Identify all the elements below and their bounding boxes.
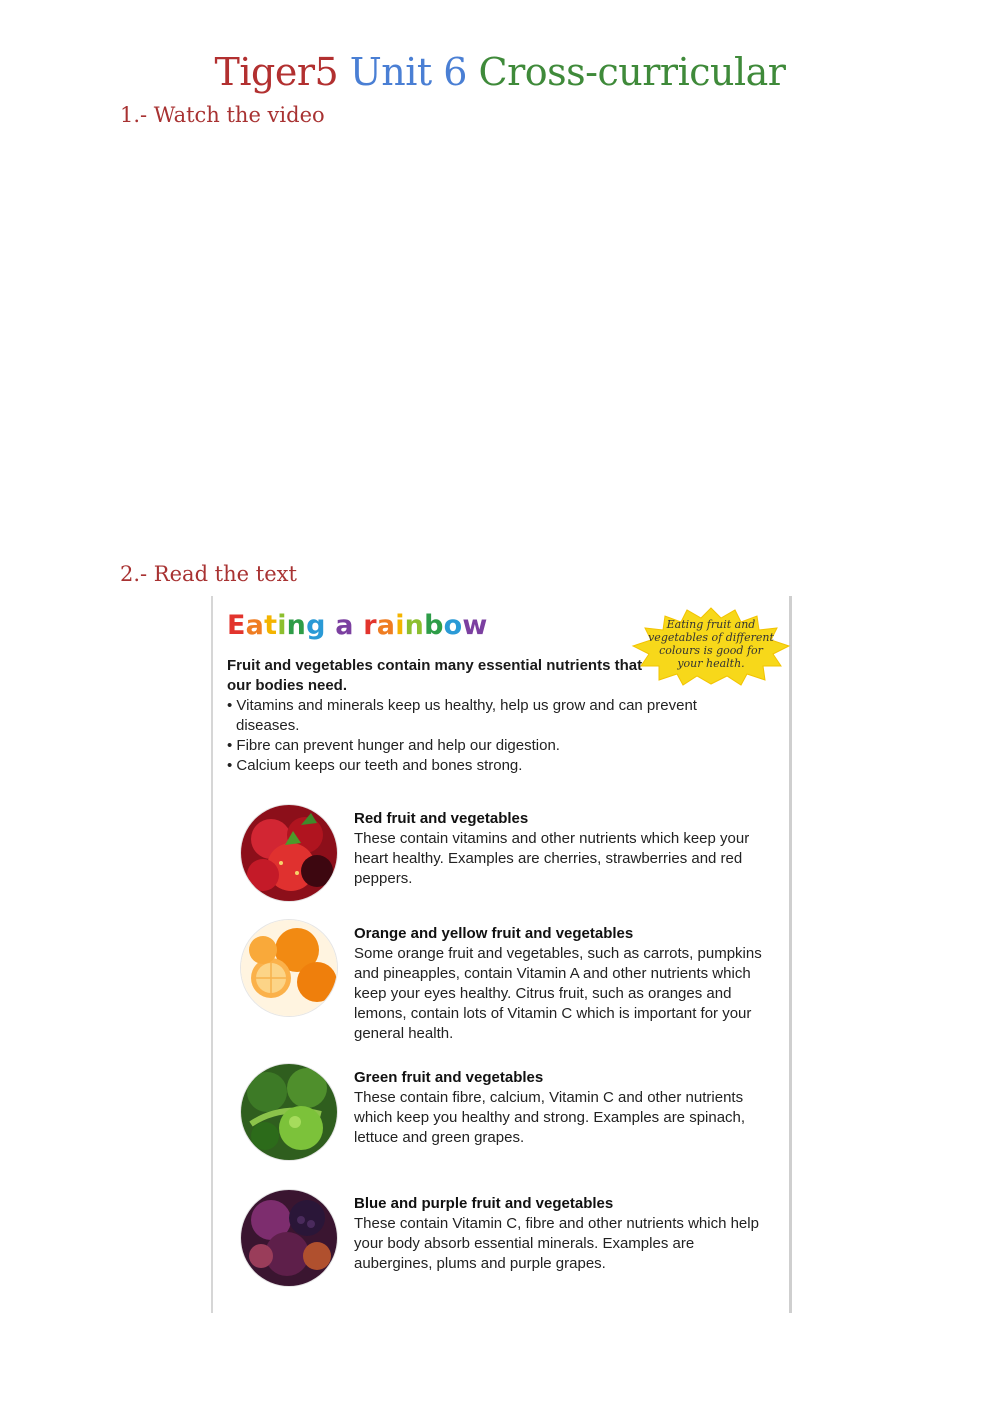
heading-letter: t [264, 610, 278, 641]
article-heading [227, 610, 488, 641]
title-unit: Unit 6 [349, 50, 467, 94]
section-text [354, 924, 774, 1044]
section-body: These contain vitamins and other nutrients which keep your heart healthy. Examples are cherries, strawberries and red peppers. [354, 830, 750, 887]
heading-letter: a [245, 610, 265, 641]
section-title: Blue and purple fruit and vegetables [354, 1195, 614, 1212]
reading-text-sheet [211, 596, 792, 1313]
section-body: Some orange fruit and vegetables, such as carrots, pumpkins and pineapples, contain Vitamin A and other nutrients which keep your eyes healthy. Citrus fruit, such as oranges and lemons, contain lots of Vitamin C which is important for your general health. [354, 945, 762, 1042]
section-title: Red fruit and vegetables [354, 810, 529, 827]
section-title: Green fruit and vegetables [354, 1069, 544, 1086]
bullet-item: • Vitamins and minerals keep us healthy, help us grow and can prevent diseases. [227, 697, 697, 734]
heading-letter: i [277, 610, 287, 641]
bullet-item: • Fibre can prevent hunger and help our digestion. [227, 737, 560, 754]
section-text [354, 809, 774, 889]
section-text [354, 1068, 774, 1148]
heading-letter: b [424, 610, 444, 641]
nutrient-bullet-list [227, 696, 747, 776]
green-vegetables-image [241, 1064, 337, 1160]
section-title: Orange and yellow fruit and vegetables [354, 925, 634, 942]
title-cross-curricular: Cross-curricular [478, 50, 786, 94]
heading-letter: n [286, 610, 307, 641]
purple-fruit-image [241, 1190, 337, 1286]
heading-letter: E [227, 610, 246, 641]
heading-letter: g [306, 610, 326, 641]
bullet-item: • Calcium keeps our teeth and bones strong. [227, 757, 523, 774]
heading-letter: a [376, 610, 396, 641]
video-embed-area[interactable] [120, 140, 880, 550]
heading-letter: n [404, 610, 425, 641]
heading-letter [326, 610, 336, 641]
step-1-watch-video: 1.- Watch the video [120, 103, 325, 127]
heading-letter: r [363, 610, 377, 641]
red-fruit-image [241, 805, 337, 901]
step-2-read-text: 2.- Read the text [120, 562, 297, 586]
heading-letter [354, 610, 364, 641]
section-body: These contain Vitamin C, fibre and other nutrients which help your body absorb essential minerals. Examples are aubergines, plums and purple grapes. [354, 1215, 759, 1272]
heading-letter: o [443, 610, 463, 641]
heading-letter: w [462, 610, 488, 641]
section-body: These contain fibre, calcium, Vitamin C and other nutrients which keep you healthy and strong. Examples are spinach, lettuce and green grapes. [354, 1089, 746, 1146]
heading-letter: i [395, 610, 405, 641]
section-text [354, 1194, 774, 1274]
page-title [0, 50, 1000, 94]
title-tiger5: Tiger5 [214, 50, 339, 94]
callout-text: Eating fruit and vegetables of different colours is good for your health. [648, 618, 774, 670]
heading-letter: a [335, 610, 354, 641]
intro-text: Fruit and vegetables contain many essential nutrients that our bodies need. [227, 657, 643, 694]
orange-fruit-image [241, 920, 337, 1016]
